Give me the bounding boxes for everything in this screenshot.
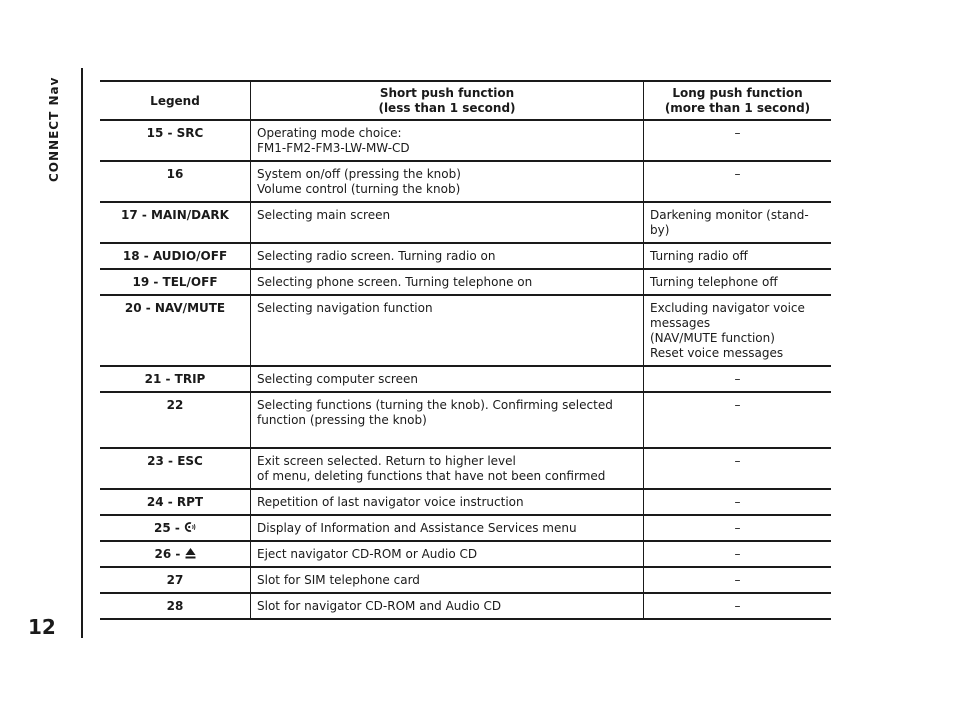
- header-long-push: Long push function (more than 1 second): [664, 86, 811, 115]
- short-push-cell: Selecting main screen: [251, 202, 644, 243]
- table-row: [100, 366, 831, 392]
- table-row: [100, 541, 831, 567]
- short-push-cell: Selecting radio screen. Turning radio on: [251, 243, 644, 269]
- legend-key: 17 - MAIN/DARK: [100, 202, 251, 243]
- long-push-cell: Turning radio off: [650, 249, 748, 263]
- table-row: [100, 161, 831, 202]
- long-push-cell: Turning telephone off: [650, 275, 778, 289]
- eject-icon: [185, 547, 196, 561]
- table-row: [100, 392, 831, 448]
- legend-key: 24 - RPT: [100, 489, 251, 515]
- short-push-cell: Selecting phone screen. Turning telephone on: [251, 269, 644, 295]
- long-push-cell: Excluding navigator voice messages (NAV/MUTE function) Reset voice messages: [650, 301, 805, 360]
- long-push-cell: –: [734, 495, 741, 509]
- legend-key: 19 - TEL/OFF: [100, 269, 251, 295]
- short-push-cell: Selecting functions (turning the knob). Confirming selected function (pressing the knob): [251, 392, 644, 448]
- short-push-cell: Eject navigator CD-ROM or Audio CD: [251, 541, 644, 567]
- short-push-cell: Selecting navigation function: [251, 295, 644, 366]
- table-row: [100, 120, 831, 161]
- long-push-cell: –: [734, 372, 741, 386]
- info-service-icon: [184, 521, 196, 535]
- table-row: [100, 489, 831, 515]
- legend-key: 21 - TRIP: [100, 366, 251, 392]
- long-push-cell: –: [734, 398, 741, 412]
- table-row: [100, 202, 831, 243]
- header-short-push: Short push function (less than 1 second): [251, 81, 644, 120]
- long-push-cell: –: [734, 521, 741, 535]
- table-row: [100, 269, 831, 295]
- legend-key: 22: [100, 392, 251, 448]
- table-row: [100, 593, 831, 619]
- legend-key: 20 - NAV/MUTE: [100, 295, 251, 366]
- table-row: [100, 243, 831, 269]
- legend-key: 28: [100, 593, 251, 619]
- legend-key: 26 -: [100, 541, 251, 567]
- margin-divider: [81, 68, 83, 638]
- legend-key: 15 - SRC: [100, 120, 251, 161]
- table-row: [100, 448, 831, 489]
- table-header-row: [100, 81, 831, 120]
- long-push-cell: –: [734, 454, 741, 468]
- legend-table: [100, 80, 831, 620]
- table-row: [100, 567, 831, 593]
- short-push-cell: Slot for SIM telephone card: [251, 567, 644, 593]
- short-push-cell: Slot for navigator CD-ROM and Audio CD: [251, 593, 644, 619]
- legend-key: 16: [100, 161, 251, 202]
- page-number: 12: [28, 615, 56, 639]
- short-push-cell: Display of Information and Assistance Services menu: [251, 515, 644, 541]
- table-row: [100, 515, 831, 541]
- long-push-cell: –: [734, 599, 741, 613]
- short-push-cell: Selecting computer screen: [251, 366, 644, 392]
- long-push-cell: –: [734, 167, 741, 181]
- short-push-cell: Exit screen selected. Return to higher level of menu, deleting functions that have not been confirmed: [251, 448, 644, 489]
- short-push-cell: Operating mode choice: FM1-FM2-FM3-LW-MW-CD: [251, 120, 644, 161]
- short-push-cell: System on/off (pressing the knob) Volume control (turning the knob): [251, 161, 644, 202]
- legend-key: 18 - AUDIO/OFF: [100, 243, 251, 269]
- header-legend: Legend: [100, 81, 251, 120]
- legend-key: 25 -: [100, 515, 251, 541]
- legend-key: 23 - ESC: [100, 448, 251, 489]
- long-push-cell: –: [734, 573, 741, 587]
- short-push-cell: Repetition of last navigator voice instruction: [251, 489, 644, 515]
- legend-key: 27: [100, 567, 251, 593]
- long-push-cell: Darkening monitor (stand-by): [650, 208, 809, 237]
- long-push-cell: –: [734, 547, 741, 561]
- table-row: [100, 295, 831, 366]
- long-push-cell: –: [734, 126, 741, 140]
- side-section-title: CONNECT Nav: [47, 76, 61, 182]
